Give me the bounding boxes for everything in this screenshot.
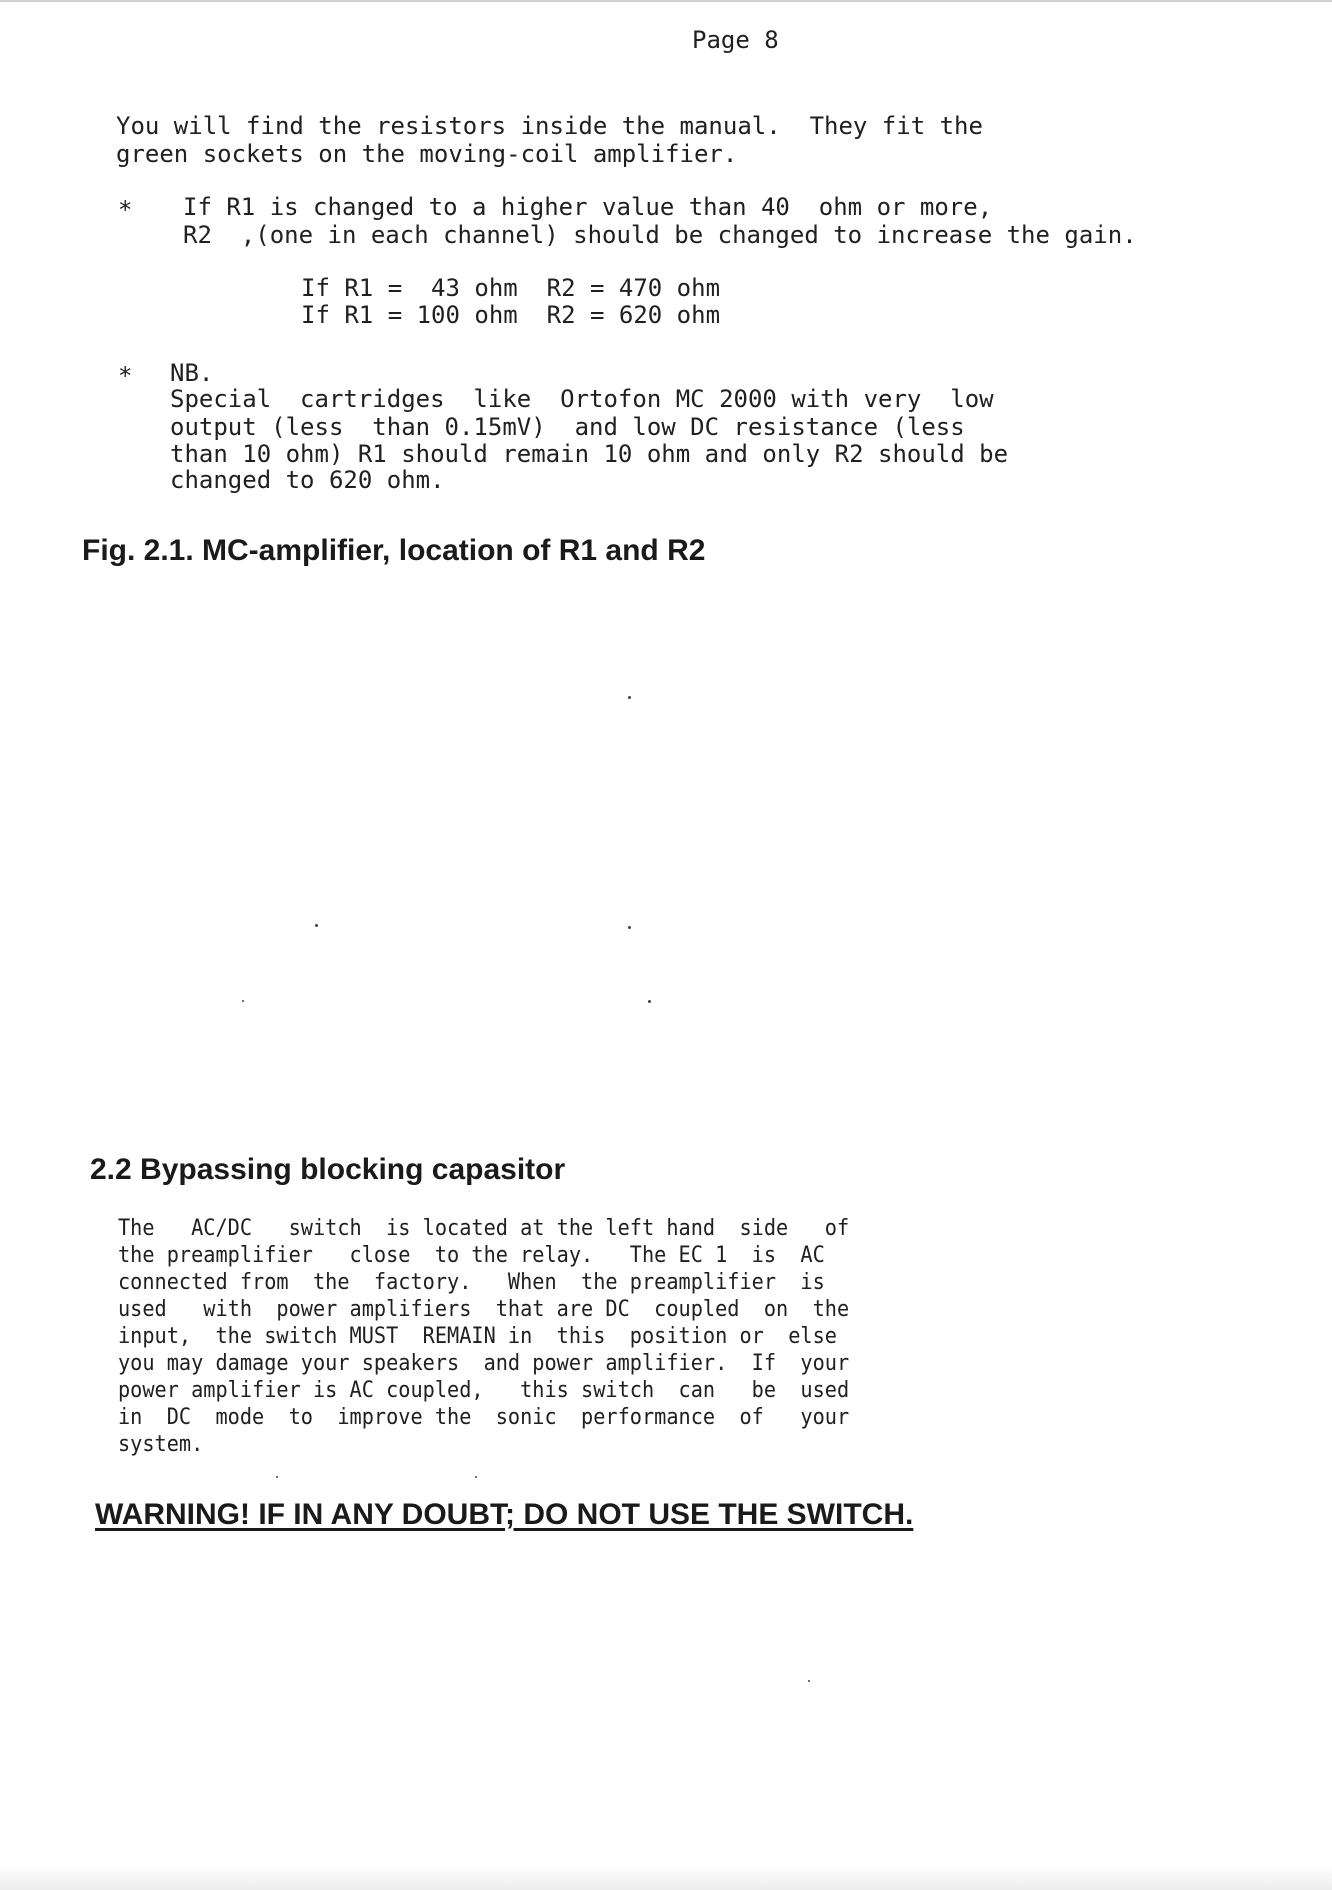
section-heading: 2.2 Bypassing blocking capasitor — [90, 1153, 566, 1186]
page-number: Page 8 — [692, 26, 779, 54]
nb-line: changed to 620 ohm. — [170, 466, 445, 494]
bullet-marker: * — [118, 196, 133, 224]
bullet-line: If R1 is changed to a higher value than 40 ohm or more, — [183, 193, 993, 221]
body-line: system. — [118, 1432, 204, 1457]
scan-speck — [475, 1476, 477, 1478]
body-line: power amplifier is AC coupled, this switch can be used — [118, 1378, 850, 1403]
resistor-row: If R1 = 43 ohm R2 = 470 ohm — [301, 274, 721, 302]
figure-placeholder — [80, 560, 1080, 1100]
top-border — [0, 0, 1332, 2]
scan-speck — [276, 1476, 278, 1478]
body-line: used with power amplifiers that are DC coupled on the — [118, 1297, 850, 1322]
scan-speck — [808, 1680, 810, 1682]
intro-line: You will find the resistors inside the manual. They fit the — [116, 112, 983, 140]
body-line: connected from the factory. When the preamplifier is — [118, 1270, 825, 1295]
nb-label: NB. — [170, 359, 214, 387]
body-line: the preamplifier close to the relay. The EC 1 is AC — [118, 1243, 825, 1268]
body-line: input, the switch MUST REMAIN in this position or else — [118, 1324, 837, 1349]
scan-speck — [628, 926, 631, 929]
body-line: you may damage your speakers and power amplifier. If your — [118, 1351, 850, 1376]
intro-line: green sockets on the moving-coil amplifier. — [116, 140, 738, 168]
scan-speck — [315, 924, 318, 927]
figure-caption: Fig. 2.1. MC-amplifier, location of R1 and R2 — [82, 534, 706, 567]
scan-speck — [242, 1000, 244, 1002]
bottom-edge-shadow — [0, 1866, 1332, 1890]
scan-speck — [648, 1000, 651, 1003]
body-line: in DC mode to improve the sonic performance of your — [118, 1405, 850, 1430]
resistor-row: If R1 = 100 ohm R2 = 620 ohm — [301, 301, 721, 329]
bullet-marker: * — [118, 362, 133, 390]
nb-line: than 10 ohm) R1 should remain 10 ohm and only R2 should be — [170, 440, 1009, 468]
bullet-line: R2 ,(one in each channel) should be changed to increase the gain. — [183, 221, 1137, 249]
body-line: The AC/DC switch is located at the left hand side of — [118, 1216, 850, 1241]
nb-line: Special cartridges like Ortofon MC 2000 with very low — [170, 385, 994, 413]
nb-line: output (less than 0.15mV) and low DC resistance (less — [170, 413, 965, 441]
warning-text: WARNING! IF IN ANY DOUBT; DO NOT USE THE SWITCH. — [95, 1498, 914, 1531]
scan-speck — [628, 696, 631, 699]
